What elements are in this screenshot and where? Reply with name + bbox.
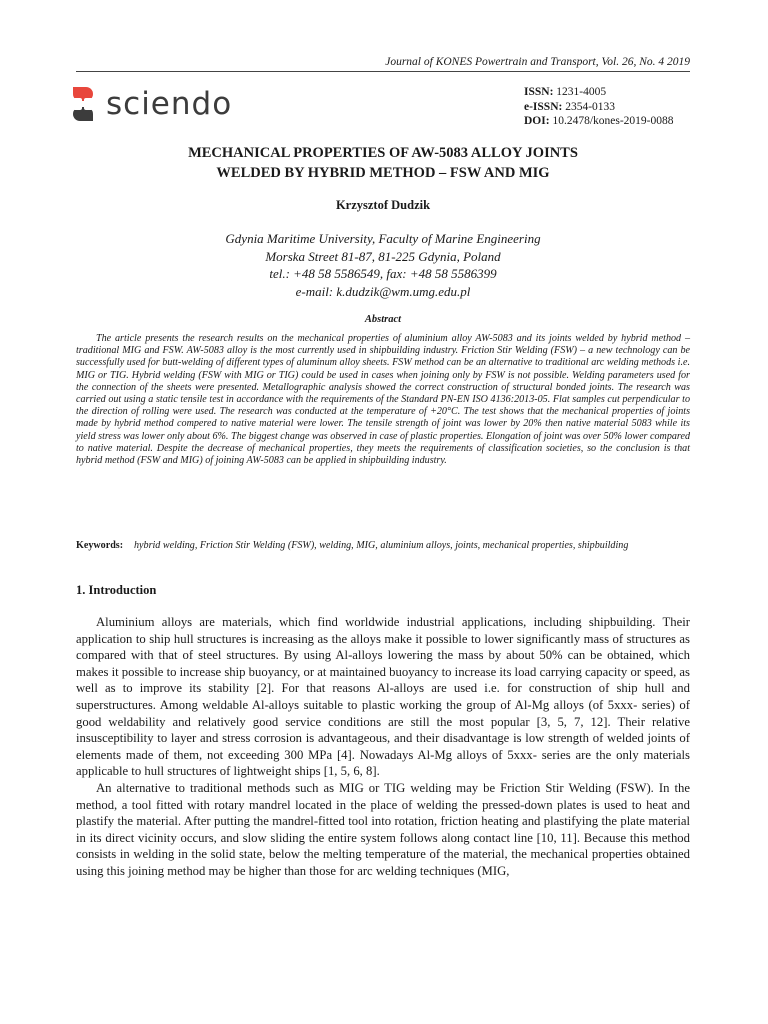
abstract-text: The article presents the research results on the mechanical properties of aluminium alloy AW-5083 and its joints welded by hybrid method – traditional MIG and FSW. AW-5083 alloy is the most currently used in shipbuilding industry. Friction Stir Welding (FSW) – a new technology can be successfully used for butt-welding of different types of aluminum alloy sheets. FSW method can be an alternative to traditional arc welding methods i.e. MIG or TIG. Hybrid welding (FSW with MIG or TIG) could be used in cases when joining only by FSW is not possible. Welding parameters used for the connection of the sheets were presented. Metallographic analysis showed the correct construction of structural bonded joints. The research was carried out using a static tensile test in accordance with the requirements of the Standard PN-EN ISO 4136:2013-05. Flat samples cut perpendicular to the direction of rolling were used. The research was conducted at the temperature of +20°C. The test shows that the mechanical properties of joints made by hybrid method compered to native material were lower. The tensile strength of joint was lower by 20% then native material 5083 while its yield stress was lower only about 6%. The biggest change was observed in case of plastic properties. Elongation of joint was over 50% lower compared to native material. Despite the decrease of mechanical properties, they meets the requirements of classification societies, so the conclusion is that hybrid method (FSW and MIG) of joining AW-5083 can be applied in shipbuilding industry.	[76, 333, 690, 467]
doi-line: DOI: 10.2478/kones-2019-0088	[524, 115, 674, 127]
issn-value: 1231-4005	[556, 86, 607, 98]
sciendo-logo-text: sciendo	[106, 86, 233, 122]
affiliation-line-1: Gdynia Maritime University, Faculty of Marine Engineering	[225, 231, 541, 246]
keywords	[76, 539, 690, 552]
sciendo-logo	[70, 86, 232, 122]
affiliation-line-3: tel.: +48 58 5586549, fax: +48 58 5586399	[269, 266, 497, 281]
keywords-text: hybrid welding, Friction Stir Welding (FSW), welding, MIG, aluminium alloys, joints, mechanical properties, shipbuilding	[134, 540, 629, 551]
author-email[interactable]: e-mail: k.dudzik@wm.umg.edu.pl	[295, 283, 471, 299]
sciendo-logo-icon	[70, 86, 96, 122]
paper-title	[76, 143, 690, 183]
issn-line: ISSN: 1231-4005	[524, 86, 607, 98]
journal-header: Journal of KONES Powertrain and Transport, Vol. 26, No. 4 2019	[76, 56, 690, 72]
keywords-label: Keywords:	[76, 540, 124, 551]
abstract-heading: Abstract	[364, 314, 402, 325]
title-line-1: MECHANICAL PROPERTIES OF AW-5083 ALLOY JOINTS	[188, 145, 578, 161]
author-affiliation	[76, 230, 690, 300]
eissn-line: e-ISSN: 2354-0133	[524, 100, 616, 113]
doi-value[interactable]: 10.2478/kones-2019-0088	[552, 115, 674, 127]
article-identifiers	[524, 85, 674, 129]
introduction-paragraph-2: An alternative to traditional methods such as MIG or TIG welding may be Friction Stir Welding (FSW). In the method, a tool fitted with rotary mandrel located in the place of welding the pressed-down plates is used to heat and plastify the material. After putting the mandrel-fitted tool into rotation, friction heating and plastifying the plate material in its direct vicinity occurs, and slow sliding the entire system follows along contact line [10, 11]. Because this method consists in welding in the solid state, below the melting temperature of the material, the mechanical properties obtained using this joining method may be higher than those for arc welding techniques (MIG,	[76, 780, 690, 878]
section-heading-introduction: 1. Introduction	[76, 583, 157, 597]
affiliation-line-2: Morska Street 81-87, 81-225 Gdynia, Poland	[265, 248, 501, 264]
introduction-paragraph-1: Aluminium alloys are materials, which find worldwide industrial applications, including shipbuilding. Their application to ship hull structures is increasing as the alloys make it possible to lower significantly mass of structures as compared with that of steel structures. By using Al-alloys lowering the mass by about 50% can be obtained, which makes it possible to increase ship buoyancy, or at maintained buoyancy to increase its load carrying capacity or speed, as well as to improve its stability [2]. For that reasons Al-alloys are used i.e. for construction of ship hull and superstructures. Among weldable Al-alloys suitable to plastic working the group of Al-Mg alloys (of 5xxx- series) of good weldability and relatively good service conditions are still the most popular [3, 5, 7, 12]. Their relative insusceptibility to layer and stress corrosion is advantageous, and their disadvantage is low strength of welded joints of elements made of them, not exceeding 300 MPa [4]. Nowadays Al-Mg alloys of 5xxx- series are the only materials applicable to hull structures of lightweight ships [1, 5, 6, 8].	[76, 615, 690, 779]
introduction-body	[76, 614, 690, 880]
title-line-2: WELDED BY HYBRID METHOD – FSW AND MIG	[216, 165, 550, 181]
eissn-value: 2354-0133	[565, 100, 616, 113]
author-name: Krzysztof Dudzik	[335, 198, 431, 212]
